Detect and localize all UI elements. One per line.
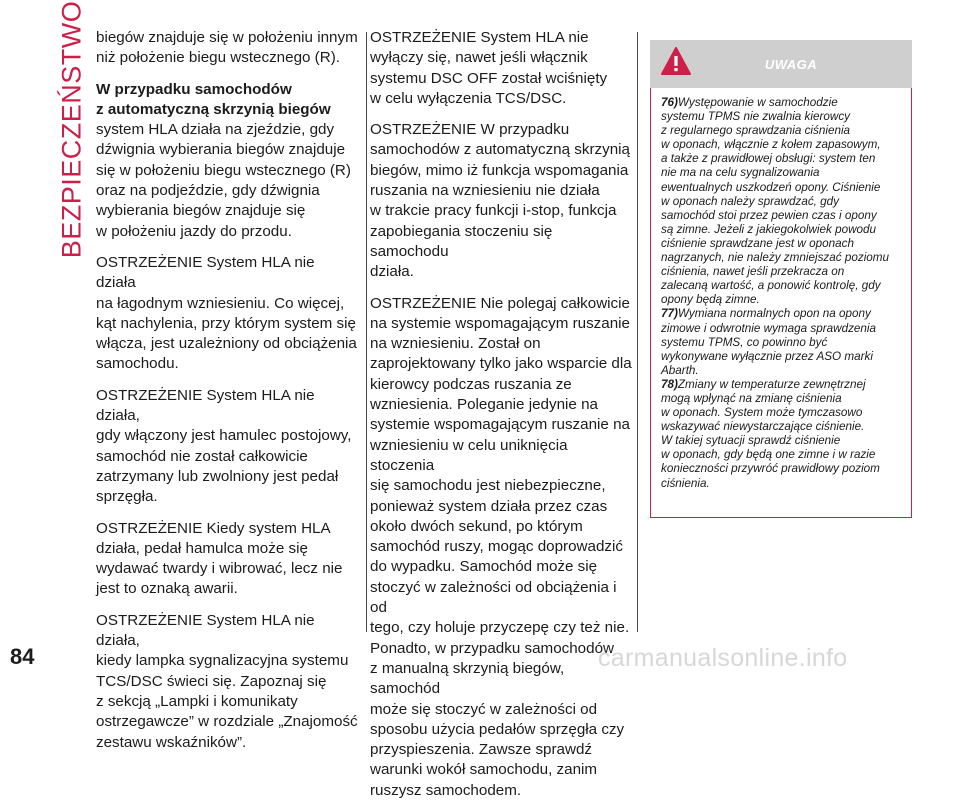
watermark: carmanualsonline.info [598, 644, 848, 672]
paragraph: OSTRZEŻENIE System HLA nie działa na łagodnym wzniesieniu. Co więcej, kąt nachylenia, przy którym system się włącza, jest uzależniony od obciążenia samochodu. [96, 253, 357, 373]
warning-note-77 [661, 307, 901, 377]
note-number: 77) [661, 307, 678, 321]
paragraph: OSTRZEŻENIE Kiedy system HLA działa, pedał hamulca może się wydawać twardy i wibrować, lecz nie jest to oznaką awarii. [96, 519, 343, 598]
warning-title: UWAGA [764, 56, 818, 72]
warning-box [650, 40, 912, 518]
warning-body [650, 88, 912, 518]
text-column-left [96, 28, 358, 764]
note-text: Wymiana normalnych opon na opony zimowe i odwrotnie wymaga sprawdzenia systemu TPMS, co powinno być wykonywane wyłącznie przez ASO marki Abarth. [661, 307, 877, 377]
paragraph: OSTRZEŻENIE System HLA nie działa, gdy włączony jest hamulec postojowy, samochód nie został całkowicie zatrzymany lub zwolniony jest pedał sprzęgła. [96, 386, 352, 506]
paragraph: OSTRZEŻENIE System HLA nie wyłączy się, nawet jeśli włącznik systemu DSC OFF został wciśnięty w celu wyłączenia TCS/DSC. [370, 29, 608, 107]
paragraph: OSTRZEŻENIE Nie polegaj całkowicie na systemie wspomagającym ruszanie na wzniesieniu. Został on zaprojektowany tylko jako wsparcie dla kierowcy podczas ruszania ze wzniesienia. Poleganie jedynie na systemie wspomagającym ruszanie na wzniesieniu w celu uniknięcia stoczenia się samochodu jest niebezpieczne, ponieważ system działa przez czas około dwóch sekund, po którym samochód ruszy, mogąc doprowadzić do wypadku. Samochód może się stoczyć w zależności od obciążenia i od tego, czy holuje przyczepę czy też nie. Ponadto, w przypadku samochodów z manualną skrzynią biegów, samochód może się stoczyć w zależności od sposobu użycia pedałów sprzęgła czy przyspieszenia. Zawsze sprawdź warunki wokół samochodu, zanim ruszysz samochodem. [370, 294, 632, 799]
paragraph: OSTRZEŻENIE W przypadku samochodów z automatyczną skrzynią biegów, mimo iż funkcja wspomagania ruszania na wzniesieniu nie działa w trakcie pracy funkcji i-stop, funkcja zapobiegania stoczeniu się samochodu działa. [370, 121, 630, 281]
warning-note-76 [661, 96, 901, 307]
warning-triangle-icon [660, 46, 692, 76]
section-label-text: BEZPIECZEŃSTWO [56, 0, 87, 258]
paragraph: OSTRZEŻENIE System HLA nie działa, kiedy lampka sygnalizacyjna systemu TCS/DSC świeci się. Zapoznaj się z sekcją „Lampki i komunikaty ostrzegawcze” w rozdziale „Znajomość zestawu wskaźników”. [96, 611, 358, 751]
column-divider [366, 32, 367, 632]
column-divider [637, 32, 638, 632]
note-number: 78) [661, 377, 678, 391]
note-text: Występowanie w samochodzie systemu TPMS nie zwalnia kierowcy z regularnego sprawdzania ciśnienia w oponach, włącznie z kołem zapasowym, a także z prawidłowej obsługi: system ten nie ma na celu sygnalizowania ewentualnych uszkodzeń opony. Ciśnienie w oponach należy sprawdzać, gdy samochód stoi przez pewien czas i opony są zimne. Jeżeli z jakiegokolwiek powodu ciśnienie sprawdzane jest w oponach nagrzanych, nie należy zmniejszać poziomu ciśnienia, nawet jeśli przekracza on zalecaną wartość, a ponowić kontrolę, gdy opony będą zimne. [661, 96, 890, 307]
paragraph: biegów znajduje się w położeniu innym niż położenie biegu wstecznego (R). [96, 29, 358, 67]
section-label [52, 0, 92, 258]
warning-note-78 [661, 378, 901, 491]
page-number: 84 [10, 644, 35, 669]
subheading-automatic-gearbox: W przypadku samochodów z automatyczną skrzynią biegów [96, 80, 331, 118]
note-text: Zmiany w temperaturze zewnętrznej mogą wpłynąć na zmianę ciśnienia w oponach. System może tymczasowo wskazywać niewystarczające ciśnienie. W takiej sytuacji sprawdź ciśnienie w oponach, gdy będą one zimne i w razie konieczności przywróć prawidłowy poziom ciśnienia. [661, 377, 880, 490]
paragraph: system HLA działa na zjeździe, gdy dźwignia wybierania biegów znajduje się w położeniu biegu wstecznego (R) oraz na podjeździe, gdy dźwignia wybierania biegów znajduje się w położeniu jazdy do przodu. [96, 121, 351, 240]
warning-header [650, 40, 912, 88]
text-column-middle [370, 28, 634, 812]
note-number: 76) [661, 96, 678, 109]
